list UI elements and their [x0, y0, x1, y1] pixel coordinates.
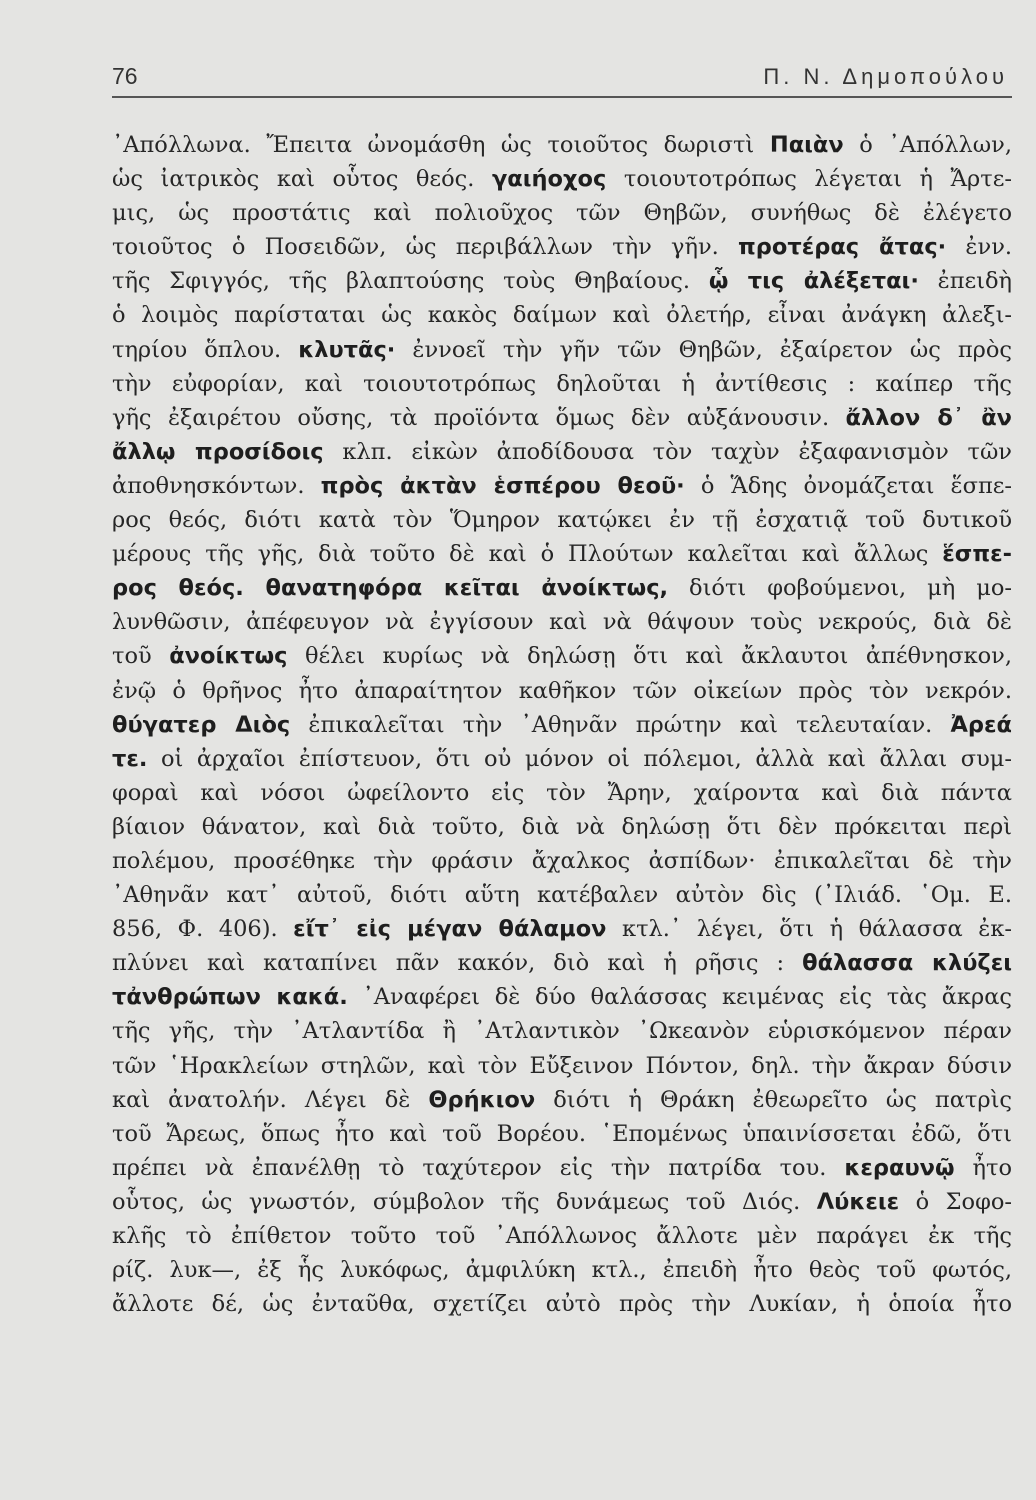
- bold-lemma: ἀνοίκτως: [169, 643, 288, 670]
- text-line: [112, 1253, 1012, 1287]
- text-run: τὴν εὐφορίαν, καὶ τοιουτοτρόπως δηλοῦται ἡ ἀντίθεσις : καίπερ τῆς: [112, 370, 1012, 397]
- bold-lemma: ἄλλῳ προσίδοις: [112, 438, 324, 465]
- text-run: μέρους τῆς γῆς, διὰ τοῦτο δὲ καὶ ὁ Πλούτων καλεῖται καὶ ἄλλως: [112, 541, 943, 568]
- text-run: τῆς Σφιγγός, τῆς βλαπτούσης τοὺς Θηβαίους.: [112, 268, 709, 295]
- text-run: οὗτος, ὡς γνωστόν, σύμβολον τῆς δυνάμεως τοῦ Διός.: [112, 1188, 817, 1215]
- text-line: [112, 1151, 1012, 1185]
- text-line: [112, 367, 1012, 401]
- text-run: ἄλλοτε δέ, ὡς ἐνταῦθα, σχετίζει αὐτὸ πρὸς τὴν Λυκίαν, ἡ ὁποία ἦτο: [112, 1291, 1012, 1318]
- text-line: [112, 503, 1012, 537]
- bold-lemma: ἄλλον δ᾿ ἂν: [845, 404, 1012, 431]
- text-line: [112, 674, 1012, 708]
- text-run: διότι φοβούμενοι, μὴ μο-: [668, 575, 1012, 602]
- text-run: τοιοῦτος ὁ Ποσειδῶν, ὡς περιβάλλων τὴν γῆν.: [112, 234, 738, 261]
- text-run: ἀποθνησκόντων.: [112, 472, 321, 499]
- text-line: [112, 333, 1012, 367]
- text-run: ἐνῷ ὁ θρῆνος ἦτο ἀπαραίτητον καθῆκον τῶν οἰκείων πρὸς τὸν νεκρόν.: [112, 677, 1012, 704]
- text-run: διότι ἡ Θράκη ἐθεωρεῖτο ὡς πατρὶς: [535, 1086, 1012, 1113]
- bold-lemma: πρὸς ἀκτὰν ἑσπέρου θεοῦ·: [320, 472, 685, 499]
- text-run: τῶν ῾Ηρακλείων στηλῶν, καὶ τὸν Εὔξεινον Πόντον, δηλ. τὴν ἄκραν δύσιν: [112, 1052, 1012, 1079]
- text-run: 856, Φ. 406).: [112, 916, 294, 943]
- text-run: ᾿Αθηνᾶν κατ᾿ αὐτοῦ, διότι αὕτη κατέβαλεν αὐτὸν δὶς (᾿Ιλιάδ. ῾Ομ. Ε.: [112, 882, 1012, 909]
- text-line: [112, 537, 1012, 571]
- text-run: φοραὶ καὶ νόσοι ὠφείλοντο εἰς τὸν Ἄρην, χαίροντα καὶ διὰ πάντα: [112, 779, 1012, 806]
- bold-lemma: προτέρας ἄτας·: [738, 234, 947, 261]
- text-line: [112, 912, 1012, 946]
- text-line: [112, 298, 1012, 332]
- bold-lemma: τἀνθρώπων κακά.: [112, 984, 348, 1011]
- text-line: [112, 946, 1012, 980]
- text-run: τῆς γῆς, τὴν ᾿Ατλαντίδα ἢ ᾿Ατλαντικὸν ᾿Ωκεανὸν εὑρισκόμενον πέραν: [112, 1018, 1012, 1045]
- text-line: [112, 1014, 1012, 1048]
- bold-lemma: θύγατερ Διὸς: [112, 711, 291, 738]
- bold-lemma: θάλασσα κλύζει: [802, 950, 1013, 977]
- text-line: [112, 162, 1012, 196]
- text-run: γῆς ἐξαιρέτου οὔσης, τὰ προϊόντα ὅμως δὲν αὐξάνουσιν.: [112, 404, 846, 431]
- text-run: τοῦ: [112, 643, 170, 670]
- bold-lemma: τε.: [112, 745, 148, 772]
- text-run: θέλει κυρίως νὰ δηλώσῃ ὅτι καὶ ἄκλαυτοι ἀπέθνησκον,: [287, 643, 1013, 670]
- text-run: ὡς ἰατρικὸς καὶ οὗτος θεός.: [112, 166, 492, 193]
- text-line: [112, 401, 1012, 435]
- text-line: [112, 776, 1012, 810]
- text-run: ὁ λοιμὸς παρίσταται ὡς κακὸς δαίμων καὶ ὀλετήρ, εἶναι ἀνάγκη ἀλεξι-: [112, 302, 1012, 329]
- text-run: πλύνει καὶ καταπίνει πᾶν κακόν, διὸ καὶ ἡ ρῆσις :: [112, 950, 803, 977]
- text-run: ἦτο: [954, 1154, 1012, 1181]
- text-line: [112, 605, 1012, 639]
- page-number: 76: [112, 63, 138, 89]
- text-line: [112, 639, 1012, 673]
- bold-lemma: κλυτᾶς·: [298, 336, 396, 363]
- text-line: [112, 1219, 1012, 1253]
- text-line: [112, 196, 1012, 230]
- text-line: [112, 128, 1012, 162]
- running-head: Π. Ν. Δημοπούλου: [763, 64, 1008, 89]
- bold-lemma: Ἀρεά: [950, 711, 1012, 738]
- text-line: [112, 571, 1012, 605]
- bold-lemma: Θρήκιον: [428, 1086, 536, 1113]
- text-line: [112, 742, 1012, 776]
- text-line: [112, 980, 1012, 1014]
- text-line: [112, 810, 1012, 844]
- text-run: βίαιον θάνατον, καὶ διὰ τοῦτο, διὰ νὰ δηλώσῃ ὅτι δὲν πρόκειται περὶ: [112, 813, 1012, 840]
- text-line: [112, 1049, 1012, 1083]
- text-run: τοῦ Ἄρεως, ὅπως ἦτο καὶ τοῦ Βορέου. ῾Επομένως ὑπαινίσσεται ἐδῶ, ὅτι: [112, 1120, 1012, 1147]
- text-run: ἐννοεῖ τὴν γῆν τῶν Θηβῶν, ἐξαίρετον ὡς πρὸς: [395, 336, 1012, 363]
- text-line: [112, 1117, 1012, 1151]
- text-run: ἐπειδὴ: [918, 268, 1012, 295]
- text-run: οἱ ἀρχαῖοι ἐπίστευον, ὅτι οὐ μόνον οἱ πόλεμοι, ἀλλὰ καὶ ἄλλαι συμ-: [147, 745, 1012, 772]
- text-run: ὁ Σοφο-: [899, 1188, 1012, 1215]
- text-line: [112, 1185, 1012, 1219]
- text-line: [112, 230, 1012, 264]
- bold-lemma: εἴτ᾿ εἰς μέγαν θάλαμον: [293, 916, 607, 943]
- text-run: κλπ. εἰκὼν ἀποδίδουσα τὸν ταχὺν ἐξαφανισμὸν τῶν: [323, 438, 1012, 465]
- text-line: [112, 435, 1012, 469]
- text-run: μις, ὡς προστάτις καὶ πολιοῦχος τῶν Θηβῶν, συνήθως δὲ ἐλέγετο: [112, 200, 1012, 227]
- page-header: [112, 60, 1012, 98]
- bold-lemma: ᾧ τις ἀλέξεται·: [708, 268, 919, 295]
- text-run: ὁ Ἅδης ὀνομάζεται ἕσπε-: [684, 472, 1013, 499]
- bold-lemma: κεραυνῷ: [844, 1154, 955, 1181]
- text-run: ὁ ᾿Απόλλων,: [843, 132, 1012, 158]
- text-run: καὶ ἀνατολήν. Λέγει δὲ: [112, 1086, 429, 1113]
- text-line: [112, 1083, 1012, 1117]
- text-run: ᾿Απόλλωνα. Ἔπειτα ὠνομάσθη ὡς τοιοῦτος δωριστὶ: [112, 132, 770, 158]
- text-line: [112, 469, 1012, 503]
- text-run: τοιουτοτρόπως λέγεται ἡ Ἄρτε-: [606, 166, 1012, 193]
- body-text: [112, 128, 1012, 1321]
- text-run: ἐπικαλεῖται τὴν ᾿Αθηνᾶν πρώτην καὶ τελευταίαν.: [290, 711, 951, 738]
- text-line: [112, 878, 1012, 912]
- bold-lemma: Παιὰν: [769, 132, 844, 158]
- bold-lemma: γαιήοχος: [491, 166, 607, 193]
- text-run: ᾿Αναφέρει δὲ δύο θαλάσσας κειμένας εἰς τὰς ἄκρας: [347, 984, 1012, 1011]
- text-run: τηρίου ὅπλου.: [112, 336, 299, 363]
- text-line: [112, 844, 1012, 878]
- bold-lemma: Λύκειε: [816, 1188, 900, 1215]
- text-run: πρέπει νὰ ἐπανέλθῃ τὸ ταχύτερον εἰς τὴν πατρίδα του.: [112, 1154, 845, 1181]
- text-run: κλῆς τὸ ἐπίθετον τοῦτο τοῦ ᾿Απόλλωνος ἄλλοτε μὲν παράγει ἐκ τῆς: [112, 1223, 1012, 1249]
- text-run: ρος θεός, διότι κατὰ τὸν Ὅμηρον κατῴκει ἐν τῇ ἐσχατιᾷ τοῦ δυτικοῦ: [112, 507, 1012, 534]
- text-run: κτλ.᾿ λέγει, ὅτι ἡ θάλασσα ἐκ-: [606, 916, 1012, 943]
- text-run: πολέμου, προσέθηκε τὴν φράσιν ἄχαλκος ἀσπίδων· ἐπικαλεῖται δὲ τὴν: [112, 847, 1012, 874]
- text-run: λυνθῶσιν, ἀπέφευγον νὰ ἐγγίσουν καὶ νὰ θάψουν τοὺς νεκρούς, διὰ δὲ: [112, 609, 1012, 636]
- text-run: ἐνν.: [946, 234, 1013, 261]
- bold-lemma: ρος θεός. θανατηφόρα κεῖται ἀνοίκτως,: [112, 575, 669, 602]
- text-line: [112, 708, 1012, 742]
- bold-lemma: ἕσπε-: [942, 541, 1012, 568]
- text-run: ρίζ. λυκ—, ἐξ ἧς λυκόφως, ἀμφιλύκη κτλ., ἐπειδὴ ἦτο θεὸς τοῦ φωτός,: [112, 1257, 1012, 1284]
- text-line: [112, 264, 1012, 298]
- text-line: [112, 1287, 1012, 1321]
